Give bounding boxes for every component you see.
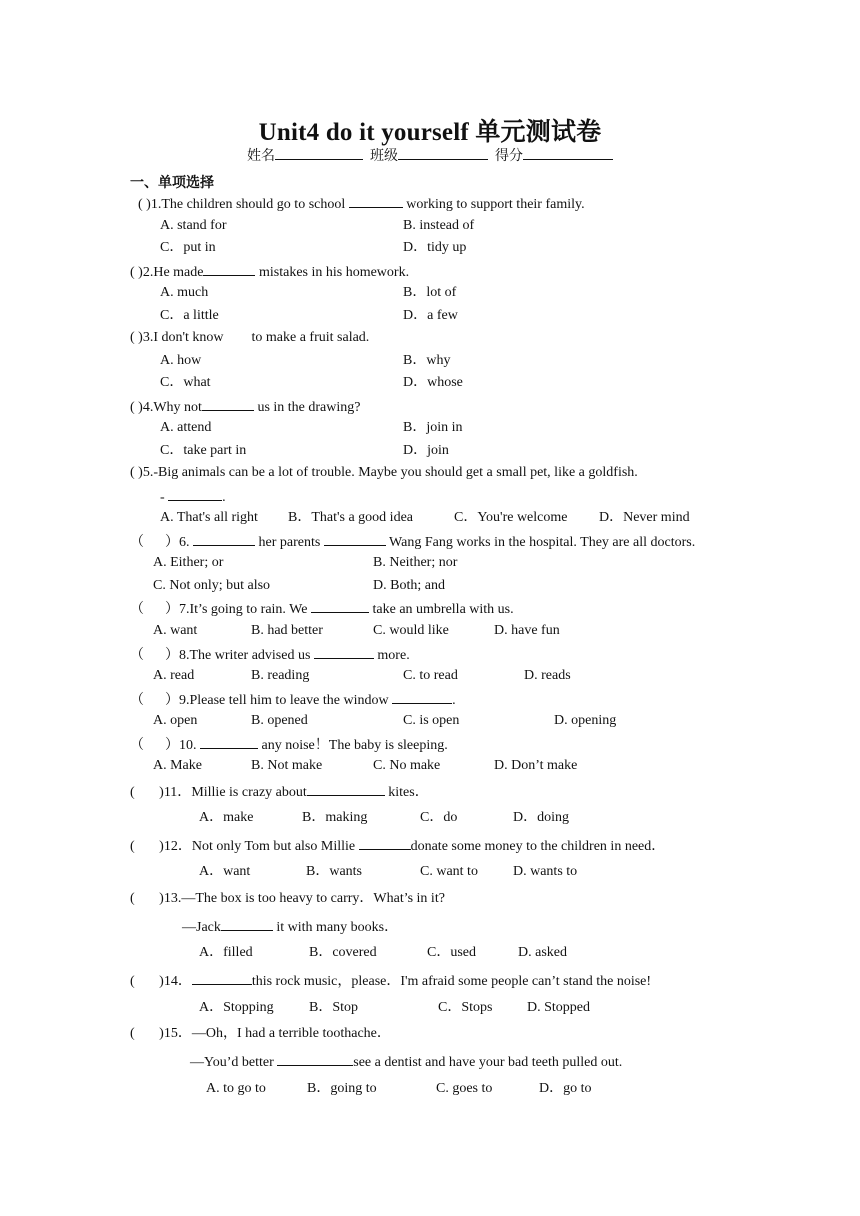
option-d[interactable]: D. reads: [524, 668, 571, 683]
question-15: [130, 1025, 391, 1043]
question-stem: mistakes in his homework.: [255, 265, 410, 280]
question-stem: take an umbrella with us.: [369, 602, 514, 617]
option-c[interactable]: C. No make: [373, 758, 441, 773]
option-a[interactable]: A．filled: [199, 945, 253, 960]
question-number: ( )14．: [130, 974, 192, 989]
option-b[interactable]: B. Neither; nor: [373, 555, 458, 570]
answer-blank: [221, 917, 273, 931]
answer-blank: [392, 690, 452, 704]
option-b[interactable]: B．Stop: [309, 1000, 359, 1015]
answer-blank: [192, 971, 252, 985]
option-c[interactable]: C. to read: [403, 668, 458, 683]
student-info-line: [0, 145, 860, 165]
option-b[interactable]: B．why: [403, 353, 451, 368]
question-stem: us in the drawing?: [253, 400, 361, 415]
question-number: ( )4.: [130, 400, 154, 415]
answer-blank: [324, 532, 386, 546]
option-c[interactable]: C．Stops: [438, 1000, 493, 1015]
question-stem: —Oh，I had a terrible toothache．: [191, 1026, 391, 1041]
answer-blank: [359, 836, 411, 850]
option-b[interactable]: B．wants: [306, 864, 362, 879]
option-a[interactable]: A. That's all right: [160, 510, 258, 525]
question-number: （ ）10.: [130, 738, 197, 753]
option-d[interactable]: D．Never mind: [599, 510, 690, 525]
question-stem: —Jack: [182, 920, 221, 935]
option-d[interactable]: D．tidy up: [403, 240, 467, 255]
question-1: [138, 194, 585, 214]
question-stem: —You’d better: [190, 1055, 278, 1070]
answer-blank: [200, 735, 258, 749]
question-number: ( )13.: [130, 891, 182, 906]
question-stem: Please tell him to leave the window: [189, 693, 393, 708]
option-c[interactable]: C．what: [160, 375, 211, 390]
option-d[interactable]: D．doing: [513, 810, 569, 825]
question-4: [130, 397, 360, 417]
option-d[interactable]: D. asked: [518, 945, 567, 960]
question-13: [130, 890, 445, 908]
answer-blank: [168, 487, 222, 501]
question-7: [130, 599, 514, 619]
option-a[interactable]: A. open: [153, 713, 198, 728]
option-d[interactable]: D. wants to: [513, 864, 578, 879]
option-b[interactable]: B. opened: [251, 713, 308, 728]
question-stem: Wang Fang works in the hospital. They are all doctors.: [385, 535, 696, 550]
option-a[interactable]: A. read: [153, 668, 195, 683]
option-a[interactable]: A．make: [199, 810, 254, 825]
question-number: ( )15．: [130, 1026, 192, 1041]
answer-blank: [203, 262, 255, 276]
answer-blank: [193, 532, 255, 546]
name-blank[interactable]: [275, 145, 363, 160]
question-12: [130, 836, 665, 856]
option-c[interactable]: C. is open: [403, 713, 460, 728]
option-a[interactable]: A. Make: [153, 758, 202, 773]
option-d[interactable]: D．a few: [403, 308, 458, 323]
option-b[interactable]: B. had better: [251, 623, 323, 638]
option-a[interactable]: A. Either; or: [153, 555, 224, 570]
answer-blank: [277, 1052, 353, 1066]
answer-blank: [314, 645, 374, 659]
question-stem: .: [222, 490, 226, 505]
option-c[interactable]: C．a little: [160, 308, 219, 323]
option-a[interactable]: A. how: [160, 353, 202, 368]
question-number: （ ）8.: [130, 648, 190, 663]
question-5: [130, 464, 638, 482]
question-number: ( )1.: [138, 197, 162, 212]
question-8: [130, 645, 410, 665]
option-a[interactable]: A. much: [160, 285, 209, 300]
question-stem: -: [160, 490, 169, 505]
question-stem: I don't know to make a fruit salad.: [153, 330, 370, 345]
option-d[interactable]: D．go to: [539, 1081, 592, 1096]
option-d[interactable]: D．whose: [403, 375, 463, 390]
class-label: 班级: [370, 149, 398, 164]
option-c[interactable]: C. Not only; but also: [153, 578, 271, 593]
option-b[interactable]: B．going to: [307, 1081, 377, 1096]
question-14: [130, 971, 651, 991]
question-stem: kites．: [384, 785, 429, 800]
option-d[interactable]: D. Both; and: [373, 578, 445, 593]
question-11: [130, 782, 429, 802]
question-stem: Not only Tom but also Millie: [191, 839, 359, 854]
class-blank[interactable]: [398, 145, 488, 160]
answer-blank: [311, 599, 369, 613]
page-title: Unit4 do it yourself 单元测试卷: [258, 119, 602, 146]
question-15-line-2: [190, 1052, 622, 1072]
answer-blank: [349, 194, 403, 208]
option-d[interactable]: D. Stopped: [527, 1000, 590, 1015]
option-b[interactable]: B．lot of: [403, 285, 457, 300]
option-b[interactable]: B．That's a good idea: [288, 510, 413, 525]
question-number: （ ）6.: [130, 535, 190, 550]
question-6: [130, 532, 695, 552]
option-a[interactable]: A. want: [153, 623, 198, 638]
option-c[interactable]: C．You're welcome: [454, 510, 568, 525]
question-3: [130, 329, 369, 347]
option-a[interactable]: A．want: [199, 864, 251, 879]
name-label: 姓名: [247, 149, 275, 164]
question-number: ( )5.: [130, 465, 154, 480]
option-a[interactable]: A．Stopping: [199, 1000, 274, 1015]
question-stem: Millie is crazy about: [191, 785, 307, 800]
question-number: （ ）7.: [130, 602, 190, 617]
score-blank[interactable]: [523, 145, 613, 160]
option-b[interactable]: B. Not make: [251, 758, 323, 773]
option-c[interactable]: C．put in: [160, 240, 216, 255]
question-stem: The writer advised us: [189, 648, 314, 663]
option-d[interactable]: D. opening: [554, 713, 617, 728]
question-stem: It’s going to rain. We: [189, 602, 311, 617]
question-stem: see a dentist and have your bad teeth pulled out.: [353, 1055, 623, 1070]
question-stem: any noise！The baby is sleeping.: [258, 738, 448, 753]
question-stem: working to support their family.: [402, 197, 585, 212]
question-number: （ ）9.: [130, 693, 190, 708]
question-9: [130, 690, 456, 710]
option-b[interactable]: B．covered: [309, 945, 377, 960]
score-label: 得分: [495, 149, 523, 164]
question-5-line-2: [160, 487, 226, 507]
question-stem: it with many books．: [272, 920, 399, 935]
question-stem: donate some money to the children in need．: [410, 839, 666, 854]
option-c[interactable]: C. want to: [420, 864, 478, 879]
option-c[interactable]: C．do: [420, 810, 458, 825]
question-stem: more.: [373, 648, 410, 663]
option-b[interactable]: B. reading: [251, 668, 310, 683]
option-c[interactable]: C．take part in: [160, 443, 247, 458]
question-stem: He made: [153, 265, 204, 280]
option-d[interactable]: D．join: [403, 443, 449, 458]
question-13-line-2: [182, 917, 398, 937]
option-b[interactable]: B. instead of: [403, 218, 475, 233]
question-10: [130, 735, 448, 755]
option-c[interactable]: C. would like: [373, 623, 449, 638]
question-number: ( )11．: [130, 785, 192, 800]
option-d[interactable]: D. have fun: [494, 623, 560, 638]
option-a[interactable]: A. attend: [160, 420, 212, 435]
option-c[interactable]: C. goes to: [436, 1081, 493, 1096]
question-stem: .: [452, 693, 456, 708]
question-stem: —The box is too heavy to carry．What’s in it?: [181, 891, 445, 906]
question-number: ( )3.: [130, 330, 154, 345]
question-stem: -Big animals can be a lot of trouble. Maybe you should get a small pet, like a goldfish.: [153, 465, 638, 480]
option-d[interactable]: D. Don’t make: [494, 758, 578, 773]
question-stem: The children should go to school: [161, 197, 349, 212]
answer-blank: [202, 397, 254, 411]
question-stem: her parents: [255, 535, 324, 550]
question-number: ( )2.: [130, 265, 154, 280]
option-b[interactable]: B．join in: [403, 420, 463, 435]
question-2: [130, 262, 409, 282]
option-a[interactable]: A. stand for: [160, 218, 227, 233]
answer-blank: [307, 782, 385, 796]
option-a[interactable]: A. to go to: [206, 1081, 266, 1096]
option-b[interactable]: B．making: [302, 810, 368, 825]
section-title: 一、单项选择: [130, 175, 214, 191]
question-number: ( )12．: [130, 839, 192, 854]
question-stem: Why not: [153, 400, 202, 415]
question-stem: this rock music，please．I'm afraid some people can’t stand the noise!: [251, 974, 652, 989]
option-c[interactable]: C．used: [427, 945, 476, 960]
